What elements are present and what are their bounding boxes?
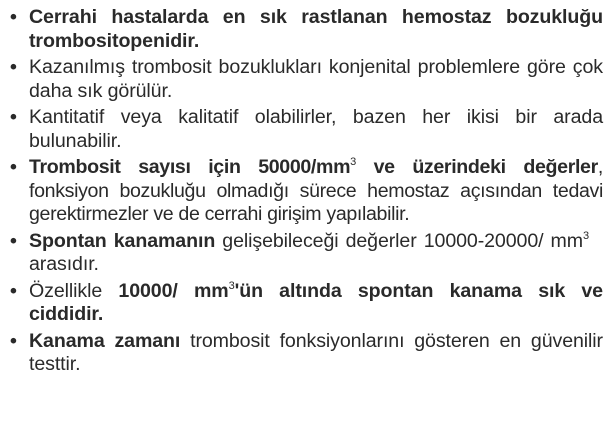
bullet-icon: •	[10, 56, 17, 78]
item-5-superscript: 3	[582, 229, 589, 242]
bullet-icon: •	[10, 156, 17, 178]
item-6-superscript: 3	[228, 279, 235, 292]
bullet-icon: •	[10, 229, 17, 252]
list-item-6	[8, 280, 603, 327]
item-6-bold-text-2: 'ün altında spontan kanama sık ve ciddidir.	[29, 279, 603, 325]
item-5-text-1: gelişebileceği değerler 10000-20000/ mm	[215, 229, 583, 252]
item-4-bold-text-2: ve üzerindeki değerler	[355, 156, 598, 178]
item-4-text: , fonksiyon bozukluğu olmadığı sürece hemostaz açısından tedavi gerektirmezler ve de cerrahi girişim yapılabilir.	[29, 156, 603, 225]
list-item-7	[8, 330, 603, 377]
list-item-3	[8, 106, 603, 153]
item-6-text: Özellikle	[29, 279, 119, 302]
item-3-text: Kantitatif veya kalitatif olabilirler, bazen her ikisi bir arada bulunabilir.	[29, 106, 603, 152]
bullet-icon: •	[10, 329, 17, 352]
bullet-icon: •	[10, 106, 17, 128]
bullet-icon: •	[10, 279, 17, 302]
list-item-1	[8, 6, 603, 53]
item-7-bold-text: Kanama zamanı	[29, 329, 181, 352]
list-item-4	[8, 156, 603, 227]
item-6-bold-text-1: 10000/ mm	[118, 279, 229, 302]
item-2-text: Kazanılmış trombosit bozuklukları konjenital problemlere göre çok daha sık görülür.	[29, 56, 603, 102]
list-item-2	[8, 56, 603, 103]
item-7-text: trombosit fonksiyonlarını gösteren en güvenilir testtir.	[29, 329, 603, 375]
bullet-list	[8, 6, 603, 377]
item-5-text-2: arasıdır.	[29, 253, 99, 275]
bullet-icon: •	[10, 6, 17, 28]
item-4-bold-text-1: Trombosit sayısı için 50000/mm	[29, 156, 351, 178]
item-4-superscript: 3	[350, 156, 356, 168]
item-1-bold-text: Cerrahi hastalarda en sık rastlanan hemostaz bozukluğu trombositopenidir.	[29, 6, 603, 52]
list-item-5	[8, 230, 603, 277]
item-5-bold-text: Spontan kanamanın	[29, 229, 216, 252]
